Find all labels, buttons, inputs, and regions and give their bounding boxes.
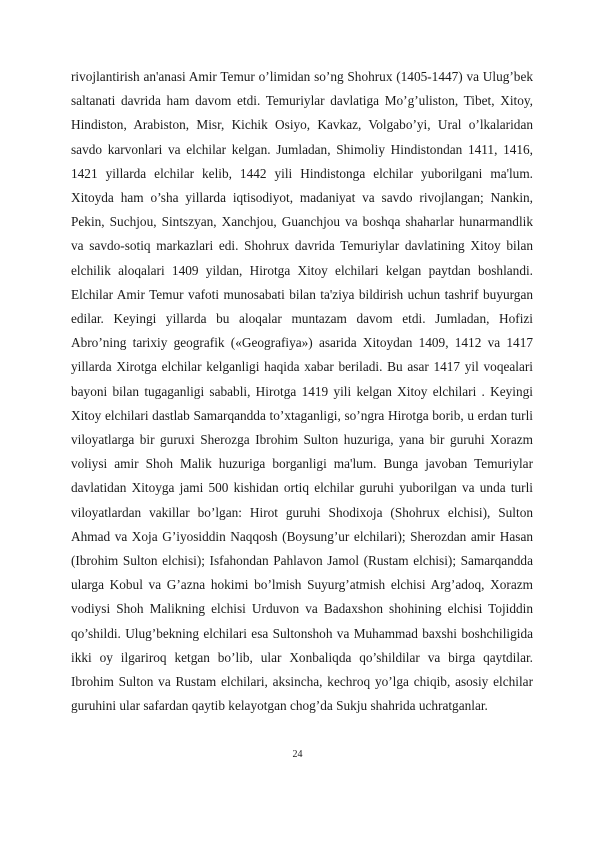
body-paragraph: rivojlantirish an'anasi Amir Temur o’limidan so’ng Shohrux (1405-1447) va Ulug’bek saltanati davrida ham davom etdi. Temuriylar davlatiga Mo’g’uliston, Tibet, Xitoy, Hindiston, Arabiston, Misr, Kichik Osiyo, Kavkaz, Volgabo’yi, Ural o’lkalaridan savdo karvonlari va elchilar kelgan. Jumladan, Shimoliy Hindistondan 1411, 1416, 1421 yillarda elchilar kelib, 1442 yili Hindistonga elchilar yuborilgani ma'lum. Xitoyda ham o’sha yillarda iqtisodiyot, madaniyat va savdo rivojlangan; Nankin, Pekin, Suchjou, Sintszyan, Xanchjou, Guanchjou va boshqa shaharlar hunarmandlik va savdo-sotiq markazlari edi. Shohrux davrida Temuriylar davlatining Xitoy bilan elchilik aloqalari 1409 yildan, Hirotga Xitoy elchilari kelgan paytdan boshlandi. Elchilar Amir Temur vafoti munosabati bilan ta'ziya bildirish uchun tashrif buyurgan edilar. Keyingi yillarda bu aloqalar muntazam davom etdi. Jumladan, Hofizi Abro’ning tarixiy geografik («Geografiya») asarida Xitoydan 1409, 1412 va 1417 yillarda Xirotga elchilar kelganligi haqida xabar beriladi. Bu asar 1417 yil voqealari bayoni bilan tugaganligi sababli, Hirotga 1419 yili kelgan Xitoy elchilari . Keyingi Xitoy elchilari dastlab Samarqandda to’xtaganligi, so’ngra Hirotga borib, u erdan turli viloyatlarga bir guruxi Sherozga Ibrohim Sulton huzuriga, yana bir guruhi Xorazm voliysi amir Shoh Malik huzuriga borganligi ma'lum. Bunga javoban Temuriylar davlatidan Xitoyga jami 500 kishidan ortiq elchilar guruhi yuborilgan va unda turli viloyatlardan vakillar bo’lgan: Hirot guruhi Shodixoja (Shohrux elchisi), Sulton Ahmad va Xoja G’iyosiddin Naqqosh (Boysung’ur elchilari); Sherozdan amir Hasan (Ibrohim Sulton elchisi); Isfahondan Pahlavon Jamol (Rustam elchisi); Samarqandda ularga Kobul va G’azna hokimi bo’lmish Suyurg’atmish elchisi Arg’adoq, Xorazm vodiysi Shoh Malikning elchisi Urduvon va Badaxshon shohining elchisi Tojiddin qo’shildi. Ulug’bekning elchilari esa Sultonshoh va Muhammad baxshi boshchiligida ikki oy ilgariroq ketgan bo’lib, ular Xonbaliqda qo’shildilar va birga qaytdilar. Ibrohim Sulton va Rustam elchilari, aksincha, kechroq yo’lga chiqib, asosiy elchilar guruhini ular safardan qaytib kelayotgan chog’da Sukju shahrida uchratganlar.	[71, 69, 533, 714]
page-number: 24	[292, 749, 303, 760]
